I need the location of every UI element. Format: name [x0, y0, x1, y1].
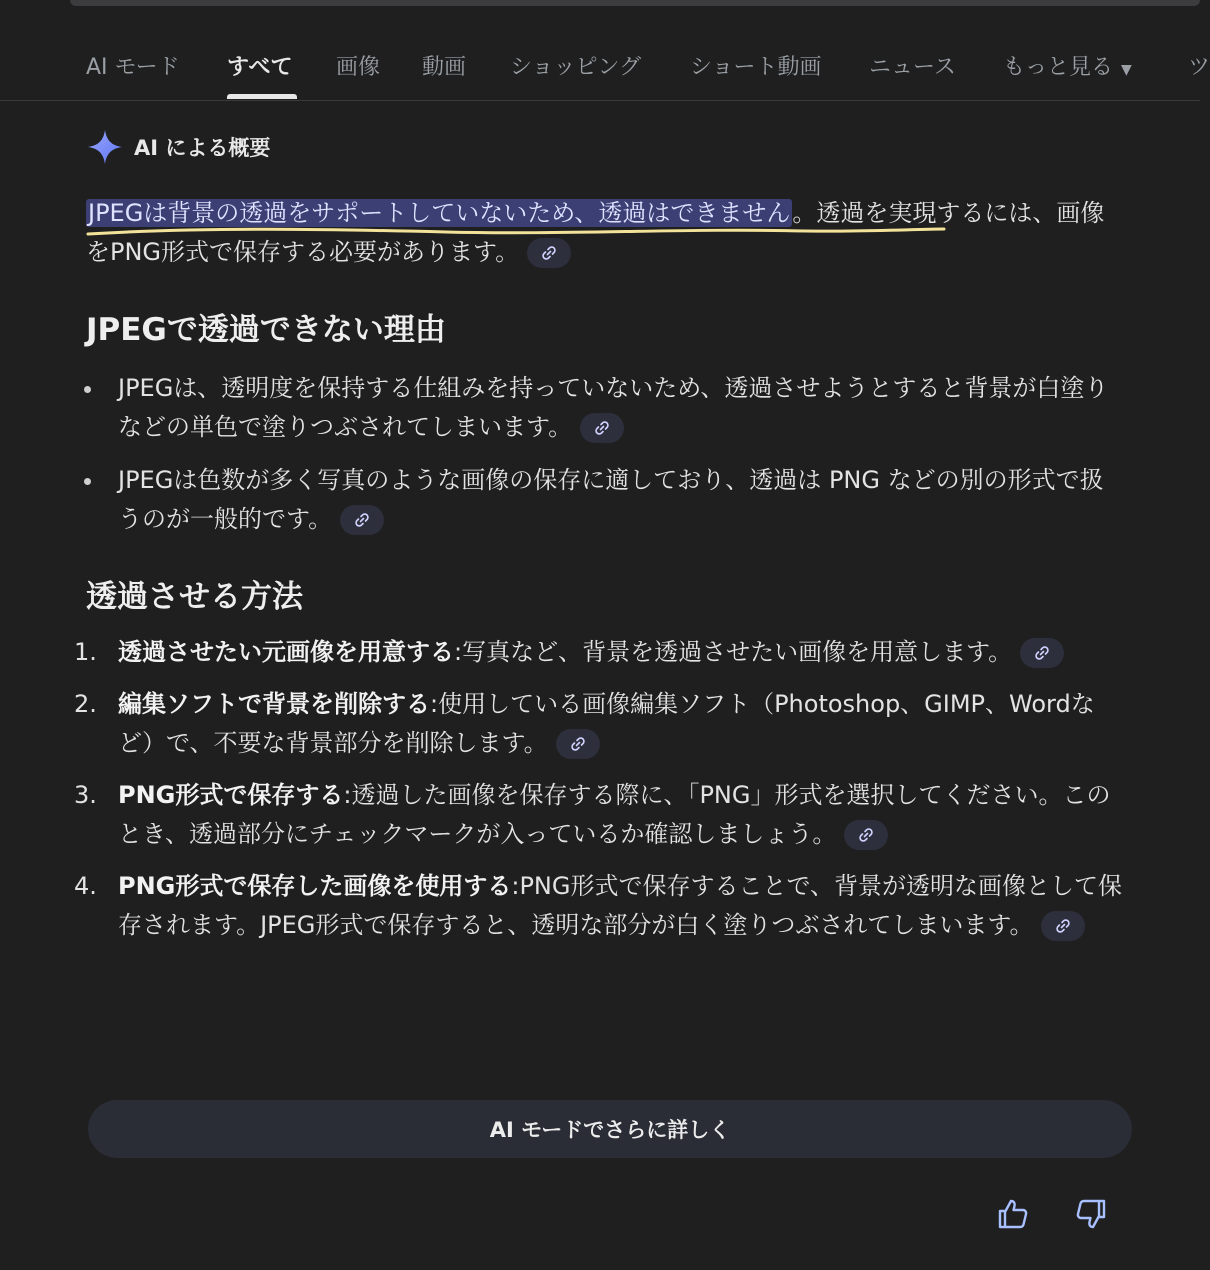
thumbs-up-icon: [995, 1196, 1031, 1232]
handwritten-underline: [86, 225, 946, 239]
step-text: :写真など、背景を透過させたい画像を用意します。: [454, 638, 1013, 666]
tab-more-label: もっと見る: [1003, 55, 1114, 80]
tab-videos[interactable]: 動画: [422, 55, 467, 80]
step-item: [74, 685, 1126, 763]
section-heading-method: 透過させる方法: [86, 579, 303, 615]
ai-mode-more-button[interactable]: AI モードでさらに詳しく: [88, 1100, 1132, 1158]
search-bar-edge: [70, 0, 1200, 6]
step-text: :透過した画像を保存する際に、「PNG」形式を選択してください。このとき、透過部分にチェックマークが入っているか確認しましょう。: [118, 781, 1111, 848]
tab-all[interactable]: すべて: [227, 55, 293, 80]
link-icon: [1055, 918, 1071, 934]
tab-truncated[interactable]: ツ: [1188, 55, 1210, 80]
search-tabs: [0, 36, 1210, 101]
source-link-button[interactable]: [580, 413, 624, 443]
link-icon: [541, 245, 557, 261]
reason-list: [86, 369, 1126, 539]
step-item: [74, 867, 1126, 945]
thumbs-up-button[interactable]: [995, 1196, 1031, 1236]
step-number: 2.: [74, 690, 97, 718]
step-number: 1.: [74, 638, 97, 666]
thumbs-down-button[interactable]: [1073, 1196, 1109, 1236]
step-item: [74, 776, 1126, 854]
source-link-button[interactable]: [556, 729, 600, 759]
link-icon: [594, 420, 610, 436]
step-number: 3.: [74, 781, 97, 809]
step-title: PNG形式で保存した画像を使用する: [118, 872, 512, 900]
source-link-button[interactable]: [1020, 638, 1064, 668]
step-title: 透過させたい元画像を用意する: [118, 638, 454, 666]
step-title: 編集ソフトで背景を削除する: [118, 690, 430, 718]
ai-overview-title: AI による概要: [134, 136, 271, 160]
link-icon: [1034, 645, 1050, 661]
source-link-button[interactable]: [844, 820, 888, 850]
thumbs-down-icon: [1073, 1196, 1109, 1232]
tab-news[interactable]: ニュース: [869, 55, 956, 80]
sparkle-icon: [86, 128, 124, 166]
section-heading-reason: JPEGで透過できない理由: [86, 312, 446, 348]
step-text: :PNG形式で保存することで、背景が透明な画像として保存されます。JPEG形式で保存すると、透明な部分が白く塗りつぶされてしまいます。: [118, 872, 1123, 939]
link-icon: [570, 736, 586, 752]
ai-overview-content: [74, 190, 1126, 945]
active-tab-indicator: [227, 94, 297, 99]
caret-down-icon: ▼: [1121, 62, 1132, 78]
list-item: [86, 369, 1126, 447]
intro-text: 。透過を実現するには、画像をPNG形式で保存する必要があります。: [86, 199, 1105, 266]
tab-more[interactable]: [1003, 50, 1132, 81]
tab-ai-mode[interactable]: AI モード: [86, 55, 180, 80]
step-title: PNG形式で保存する: [118, 781, 344, 809]
list-item: [86, 461, 1126, 539]
source-link-button[interactable]: [527, 238, 571, 268]
tab-shopping[interactable]: ショッピング: [510, 55, 642, 80]
tab-images[interactable]: 画像: [336, 55, 381, 80]
ai-overview-header: [86, 128, 270, 166]
list-item-text: JPEGは色数が多く写真のような画像の保存に適しており、透過は PNG などの別の形式で扱うのが一般的です。: [118, 466, 1104, 533]
method-steps: [74, 633, 1126, 945]
intro-paragraph: [86, 194, 1126, 272]
highlighted-text: JPEGは背景の透過をサポートしていないため、透過はできません: [88, 199, 791, 227]
link-icon: [354, 512, 370, 528]
list-item-text: JPEGは、透明度を保持する仕組みを持っていないため、透過させようとすると背景が白塗りなどの単色で塗りつぶされてしまいます。: [118, 374, 1109, 441]
tab-short-videos[interactable]: ショート動画: [690, 55, 822, 80]
step-item: [74, 633, 1126, 672]
step-text: :使用している画像編集ソフト（Photoshop、GIMP、Wordなど）で、不要な背景部分を削除します。: [118, 690, 1095, 757]
step-number: 4.: [74, 872, 97, 900]
source-link-button[interactable]: [1041, 911, 1085, 941]
source-link-button[interactable]: [340, 505, 384, 535]
link-icon: [858, 827, 874, 843]
